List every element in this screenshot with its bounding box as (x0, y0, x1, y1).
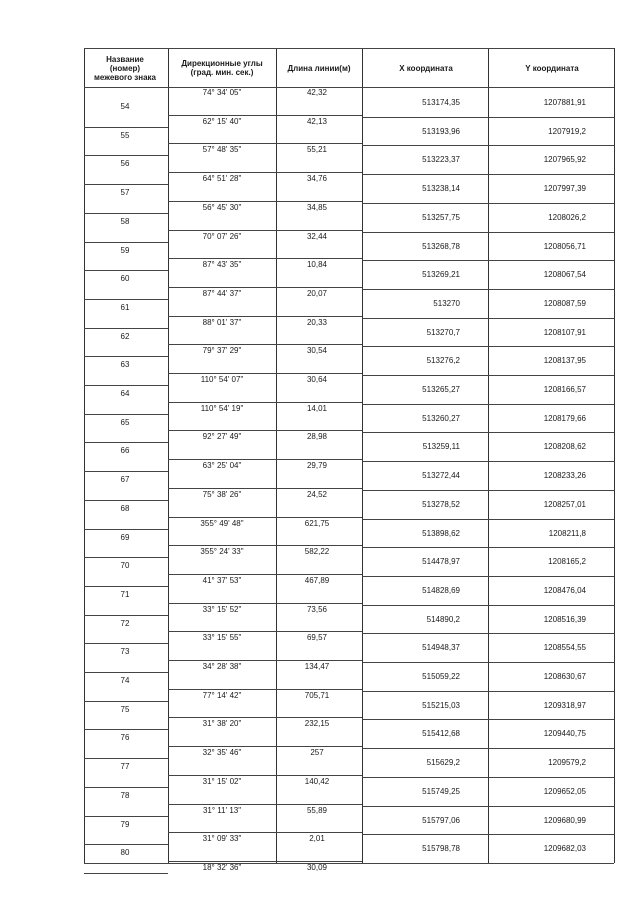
direction-angle-cell: 110° 54' 07" (200, 375, 244, 384)
y-coordinate-cell: 1208165,2 (548, 557, 586, 566)
row-border (84, 299, 168, 300)
line-length-cell: 69,57 (306, 633, 328, 642)
row-border (84, 500, 168, 501)
row-border (168, 172, 362, 173)
row-border (362, 662, 614, 663)
row-border (362, 346, 614, 347)
x-coordinate-cell: 513269,21 (422, 270, 460, 279)
row-border (362, 318, 614, 319)
row-border (84, 586, 168, 587)
x-coordinate-cell: 513257,75 (422, 213, 460, 222)
row-border (362, 461, 614, 462)
header-line-length: Длина линии(м) (287, 63, 351, 73)
x-coordinate-cell: 515798,78 (422, 844, 460, 853)
row-border (84, 758, 168, 759)
line-length-cell: 257 (310, 748, 324, 757)
row-border (168, 746, 362, 747)
point-name-cell: 77 (120, 762, 130, 771)
line-length-cell: 20,33 (306, 318, 328, 327)
point-name-cell: 74 (120, 676, 130, 685)
line-length-cell: 10,84 (306, 260, 328, 269)
y-coordinate-cell: 1208067,54 (543, 270, 586, 279)
point-name-cell: 70 (120, 561, 130, 570)
row-border (362, 691, 614, 692)
direction-angle-cell: 34° 28' 38" (202, 662, 242, 671)
y-coordinate-cell: 1208554,55 (543, 643, 586, 652)
direction-angle-cell: 355° 49' 48" (200, 519, 244, 528)
row-border (168, 861, 362, 862)
y-coordinate-cell: 1209652,05 (543, 787, 586, 796)
direction-angle-cell: 70° 07' 26" (202, 232, 242, 241)
row-border (168, 660, 362, 661)
row-border (362, 174, 614, 175)
point-name-cell: 58 (120, 217, 130, 226)
row-border (362, 576, 614, 577)
direction-angle-cell: 87° 44' 37" (202, 289, 242, 298)
x-coordinate-cell: 513238,14 (422, 184, 460, 193)
y-coordinate-cell: 1208516,39 (543, 615, 586, 624)
x-coordinate-cell: 513265,27 (422, 385, 460, 394)
header-y-coordinate: Y координата (525, 63, 579, 73)
direction-angle-cell: 87° 43' 35" (202, 260, 242, 269)
row-border (362, 432, 614, 433)
y-coordinate-cell: 1209682,03 (543, 844, 586, 853)
point-name-cell: 63 (120, 360, 130, 369)
x-coordinate-cell: 513270 (433, 299, 460, 308)
line-length-cell: 621,75 (304, 519, 330, 528)
y-coordinate-cell: 1208026,2 (548, 213, 586, 222)
row-border (168, 402, 362, 403)
y-coordinate-cell: 1208257,01 (543, 500, 586, 509)
direction-angle-cell: 62° 15' 40" (202, 117, 242, 126)
line-length-cell: 30,09 (306, 863, 328, 872)
row-border (84, 155, 168, 156)
row-border (362, 203, 614, 204)
y-coordinate-cell: 1208211,8 (548, 529, 586, 538)
row-border (362, 605, 614, 606)
y-coordinate-cell: 1208476,04 (543, 586, 586, 595)
y-coordinate-cell: 1208056,71 (543, 242, 586, 251)
point-name-cell: 66 (120, 446, 130, 455)
line-length-cell: 705,71 (304, 691, 330, 700)
row-border (168, 631, 362, 632)
row-border (84, 873, 168, 874)
point-name-cell: 67 (120, 475, 130, 484)
line-length-cell: 32,44 (306, 232, 328, 241)
direction-angle-cell: 32° 35' 46" (202, 748, 242, 757)
direction-angle-cell: 79° 37' 29" (202, 346, 242, 355)
row-border (168, 201, 362, 202)
line-length-cell: 232,15 (304, 719, 330, 728)
row-border (362, 232, 614, 233)
x-coordinate-cell: 515412,68 (422, 729, 460, 738)
direction-angle-cell: 92° 27' 49" (202, 432, 242, 441)
x-coordinate-cell: 514890,2 (426, 615, 460, 624)
row-border (362, 117, 614, 118)
row-border (84, 672, 168, 673)
row-border (84, 385, 168, 386)
point-name-cell: 71 (120, 590, 130, 599)
table-top-border (84, 48, 614, 49)
point-name-cell: 56 (120, 159, 130, 168)
y-coordinate-cell: 1208087,59 (543, 299, 586, 308)
row-border (168, 775, 362, 776)
row-border (84, 471, 168, 472)
row-border (84, 184, 168, 185)
y-coordinate-cell: 1207919,2 (548, 127, 586, 136)
row-border (362, 404, 614, 405)
x-coordinate-cell: 513259,11 (422, 442, 460, 451)
line-length-cell: 29,79 (306, 461, 328, 470)
point-name-cell: 57 (120, 188, 130, 197)
direction-angle-cell: 75° 38' 26" (202, 490, 242, 499)
direction-angle-cell: 33° 15' 55" (202, 633, 242, 642)
y-coordinate-cell: 1208166,57 (543, 385, 586, 394)
row-border (362, 834, 614, 835)
x-coordinate-cell: 515059,22 (422, 672, 460, 681)
point-name-cell: 80 (120, 848, 130, 857)
row-border (168, 804, 362, 805)
row-border (362, 145, 614, 146)
line-length-cell: 30,54 (306, 346, 328, 355)
row-border (84, 270, 168, 271)
x-coordinate-cell: 513174,35 (422, 98, 460, 107)
row-border (84, 328, 168, 329)
direction-angle-cell: 31° 15' 02" (202, 777, 242, 786)
direction-angle-cell: 31° 11' 13" (202, 806, 242, 815)
row-border (168, 545, 362, 546)
line-length-cell: 14,01 (306, 404, 328, 413)
line-length-cell: 20,07 (306, 289, 328, 298)
row-border (168, 258, 362, 259)
row-border (168, 717, 362, 718)
x-coordinate-cell: 513268,78 (422, 242, 460, 251)
y-coordinate-cell: 1209440,75 (543, 729, 586, 738)
point-name-cell: 69 (120, 533, 130, 542)
y-coordinate-cell: 1208208,62 (543, 442, 586, 451)
y-coordinate-cell: 1208137,95 (543, 356, 586, 365)
line-length-cell: 134,47 (304, 662, 330, 671)
header-x-coordinate: X координата (399, 63, 453, 73)
line-length-cell: 582,22 (304, 547, 330, 556)
point-name-cell: 65 (120, 418, 130, 427)
point-name-cell: 54 (120, 102, 130, 111)
y-coordinate-cell: 1207997,39 (543, 184, 586, 193)
row-border (362, 633, 614, 634)
direction-angle-cell: 57° 48' 35" (202, 145, 242, 154)
row-border (168, 287, 362, 288)
direction-angle-cell: 64° 51' 28" (202, 174, 242, 183)
line-length-cell: 55,89 (306, 806, 328, 815)
x-coordinate-cell: 513276,2 (426, 356, 460, 365)
line-length-cell: 42,32 (306, 88, 328, 97)
row-border (362, 260, 614, 261)
y-coordinate-cell: 1208630,67 (543, 672, 586, 681)
point-name-cell: 64 (120, 389, 130, 398)
y-coordinate-cell: 1208107,91 (543, 328, 586, 337)
line-length-cell: 42,13 (306, 117, 328, 126)
header-point-name: Название (номер) межевого знака (93, 54, 157, 82)
row-border (362, 490, 614, 491)
y-coordinate-cell: 1209680,99 (543, 816, 586, 825)
direction-angle-cell: 74° 34' 05" (202, 88, 242, 97)
line-length-cell: 34,85 (306, 203, 328, 212)
row-border (84, 729, 168, 730)
point-name-cell: 62 (120, 332, 130, 341)
point-name-cell: 55 (120, 131, 130, 140)
row-border (168, 430, 362, 431)
row-border (168, 488, 362, 489)
point-name-cell: 73 (120, 647, 130, 656)
point-name-cell: 76 (120, 733, 130, 742)
direction-angle-cell: 110° 54' 19" (200, 404, 244, 413)
row-border (84, 356, 168, 357)
row-border (84, 213, 168, 214)
row-border (168, 689, 362, 690)
x-coordinate-cell: 513193,96 (422, 127, 460, 136)
point-name-cell: 59 (120, 246, 130, 255)
direction-angle-cell: 31° 09' 33" (202, 834, 242, 843)
row-border (84, 414, 168, 415)
x-coordinate-cell: 515797,06 (422, 816, 460, 825)
x-coordinate-cell: 513260,27 (422, 414, 460, 423)
row-border (84, 557, 168, 558)
y-coordinate-cell: 1208233,26 (543, 471, 586, 480)
point-name-cell: 75 (120, 705, 130, 714)
line-length-cell: 24,52 (306, 490, 328, 499)
row-border (84, 442, 168, 443)
point-name-cell: 60 (120, 274, 130, 283)
row-border (168, 115, 362, 116)
point-name-cell: 78 (120, 791, 130, 800)
direction-angle-cell: 88° 01' 37" (202, 318, 242, 327)
x-coordinate-cell: 514478,97 (422, 557, 460, 566)
row-border (84, 615, 168, 616)
direction-angle-cell: 355° 24' 33" (200, 547, 244, 556)
row-border (84, 242, 168, 243)
column-border (276, 48, 277, 863)
x-coordinate-cell: 513278,52 (422, 500, 460, 509)
column-border (488, 48, 489, 863)
y-coordinate-cell: 1207965,92 (543, 155, 586, 164)
y-coordinate-cell: 1208179,66 (543, 414, 586, 423)
column-border (168, 48, 169, 863)
line-length-cell: 28,98 (306, 432, 328, 441)
line-length-cell: 55,21 (306, 145, 328, 154)
point-name-cell: 79 (120, 820, 130, 829)
row-border (168, 574, 362, 575)
row-border (84, 787, 168, 788)
x-coordinate-cell: 515215,03 (422, 701, 460, 710)
line-length-cell: 30,64 (306, 375, 328, 384)
row-border (362, 519, 614, 520)
y-coordinate-cell: 1209579,2 (548, 758, 586, 767)
x-coordinate-cell: 514828,69 (422, 586, 460, 595)
row-border (168, 517, 362, 518)
line-length-cell: 34,76 (306, 174, 328, 183)
direction-angle-cell: 18° 32' 36" (202, 863, 242, 872)
row-border (168, 230, 362, 231)
direction-angle-cell: 56° 45' 30" (202, 203, 242, 212)
row-border (362, 806, 614, 807)
point-name-cell: 68 (120, 504, 130, 513)
row-border (168, 344, 362, 345)
header-direction-angle: Дирекционные углы (град. мин. сек.) (181, 59, 263, 77)
column-border (362, 48, 363, 863)
column-border (614, 48, 615, 863)
direction-angle-cell: 63° 25' 04" (202, 461, 242, 470)
row-border (168, 832, 362, 833)
row-border (84, 127, 168, 128)
row-border (84, 844, 168, 845)
x-coordinate-cell: 513223,37 (422, 155, 460, 164)
row-border (362, 375, 614, 376)
x-coordinate-cell: 513270,7 (426, 328, 460, 337)
row-border (168, 603, 362, 604)
row-border (362, 748, 614, 749)
row-border (362, 547, 614, 548)
row-border (168, 373, 362, 374)
line-length-cell: 2,01 (309, 834, 325, 843)
x-coordinate-cell: 515629,2 (426, 758, 460, 767)
point-name-cell: 72 (120, 619, 130, 628)
row-border (362, 777, 614, 778)
row-border (84, 816, 168, 817)
line-length-cell: 467,89 (304, 576, 330, 585)
direction-angle-cell: 41° 37' 53" (202, 576, 242, 585)
point-name-cell: 61 (120, 303, 130, 312)
x-coordinate-cell: 513898,62 (422, 529, 460, 538)
row-border (168, 459, 362, 460)
row-border (84, 529, 168, 530)
y-coordinate-cell: 1209318,97 (543, 701, 586, 710)
line-length-cell: 73,56 (306, 605, 328, 614)
y-coordinate-cell: 1207881,91 (543, 98, 586, 107)
x-coordinate-cell: 515749,25 (422, 787, 460, 796)
row-border (168, 143, 362, 144)
direction-angle-cell: 31° 38' 20" (202, 719, 242, 728)
line-length-cell: 140,42 (304, 777, 330, 786)
direction-angle-cell: 77° 14' 42" (202, 691, 242, 700)
row-border (168, 316, 362, 317)
direction-angle-cell: 33° 15' 52" (202, 605, 242, 614)
x-coordinate-cell: 514948,37 (422, 643, 460, 652)
row-border (362, 289, 614, 290)
x-coordinate-cell: 513272,44 (422, 471, 460, 480)
row-border (84, 643, 168, 644)
row-border (362, 719, 614, 720)
row-border (84, 701, 168, 702)
